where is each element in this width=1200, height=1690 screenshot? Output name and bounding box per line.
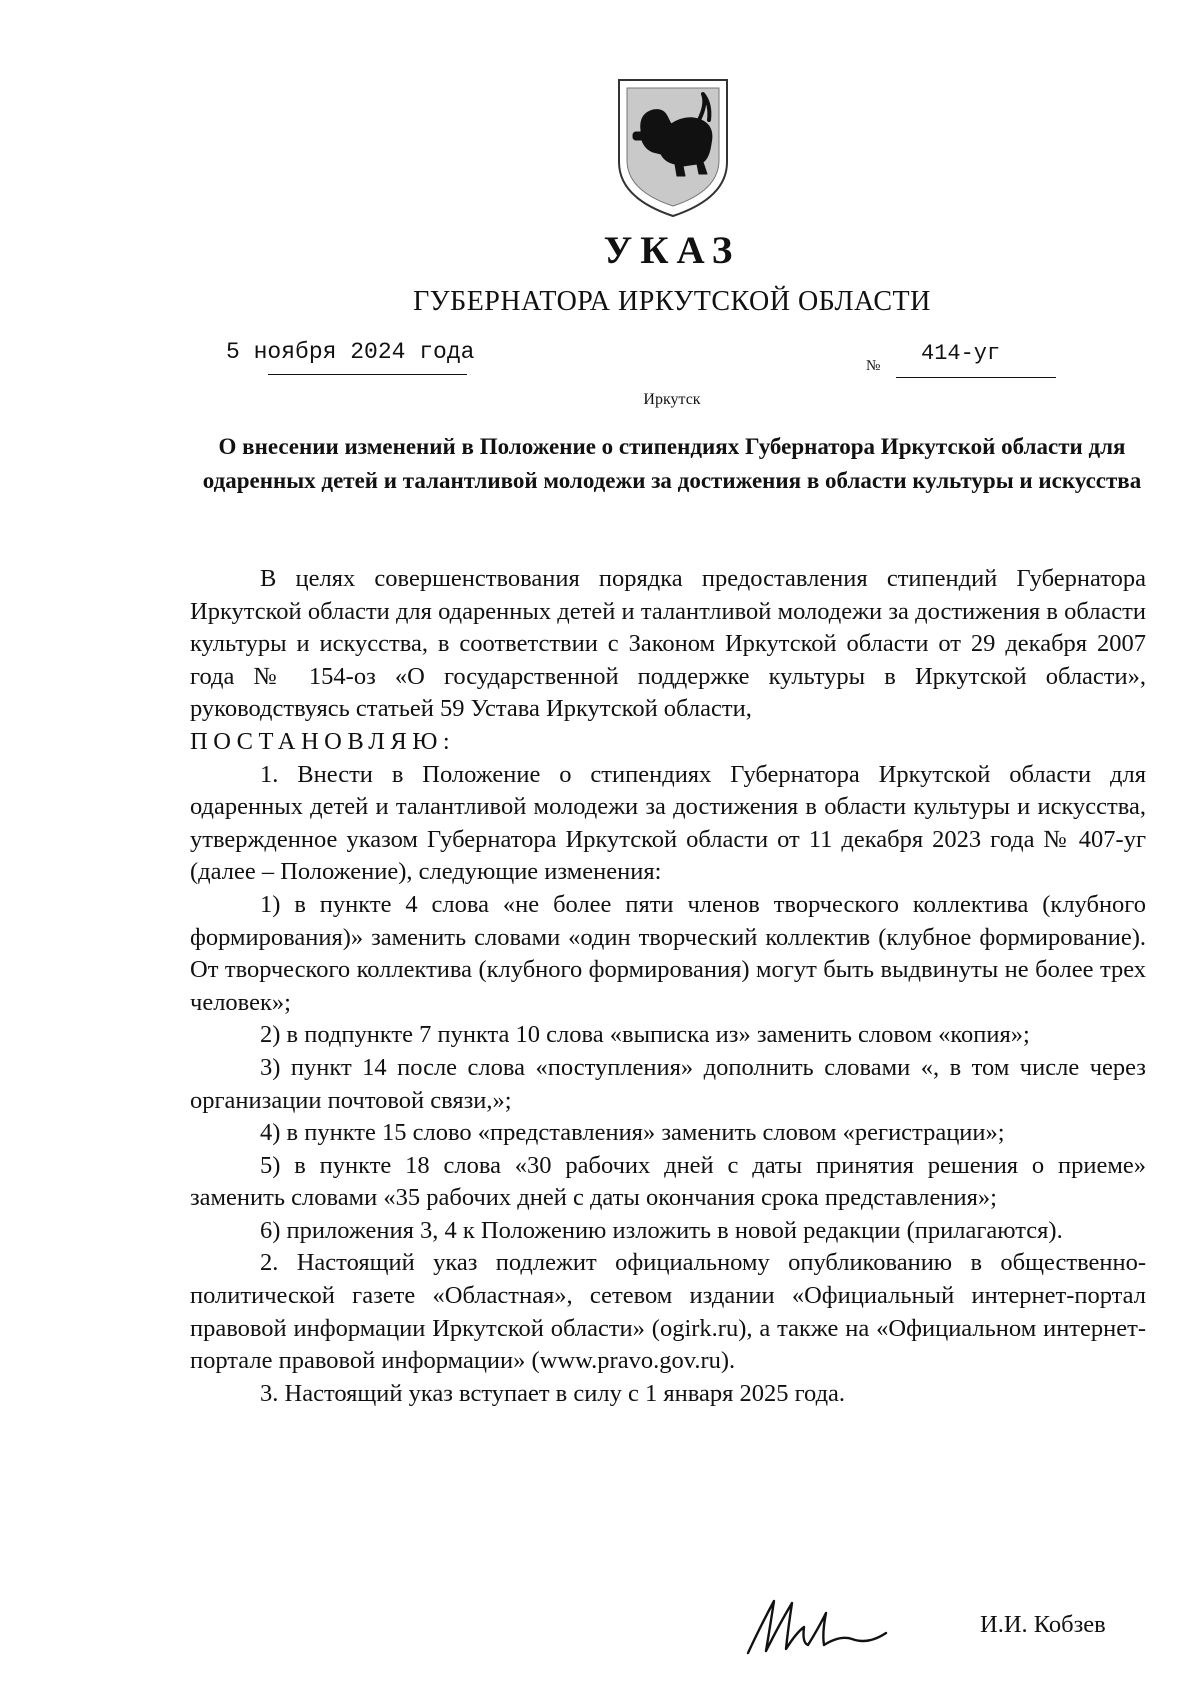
subclause-3: 3) пункт 14 после слова «поступления» дополнить словами «, в том числе через организации почтовой связи,»;	[190, 1053, 1146, 1114]
clause-1: 1. Внести в Положение о стипендиях Губернатора Иркутской области для одаренных детей и талантливой молодежи за достижения в области культуры и искусства, утвержденное указом Губернатора Иркутской области от 11 декабря 2023 года № 407-уг (далее – Положение), следующие изменения:	[190, 760, 1146, 886]
coat-of-arms-emblem	[611, 74, 735, 220]
document-date: 5 ноября 2024 года	[226, 339, 475, 365]
subclause-2: 2) в подпункте 7 пункта 10 слова «выписка из» заменить словом «копия»;	[260, 1021, 1030, 1049]
document-subtitle: ГУБЕРНАТОРА ИРКУТСКОЙ ОБЛАСТИ	[413, 286, 931, 317]
clause-2: 2. Настоящий указ подлежит официальному опубликованию в общественно-политической газете «Областная», сетевом издании «Официальный интернет-портал правовой информации Иркутской области» (ogirk.ru), а также на «Официальном интернет-портале правовой информации» (www.pravo.gov.ru).	[190, 1249, 1146, 1375]
subclause-5: 5) в пункте 18 слова «30 рабочих дней с даты принятия решения о приеме» заменить словами «35 рабочих дней с даты окончания срока представления»;	[190, 1151, 1146, 1212]
document-city: Иркутск	[643, 391, 701, 408]
resolution-word: ПОСТАНОВЛЯЮ:	[190, 727, 456, 755]
number-sign: №	[866, 358, 881, 374]
subclause-4: 4) в пункте 15 слово «представления» заменить словом «регистрации»;	[260, 1119, 1005, 1147]
handwritten-signature	[740, 1593, 890, 1663]
date-underline	[268, 374, 467, 375]
clause-3: 3. Настоящий указ вступает в силу с 1 января 2025 года.	[260, 1379, 846, 1407]
document-number: 414-уг	[921, 341, 1001, 366]
document-body	[190, 563, 1146, 1410]
subclause-6: 6) приложения 3, 4 к Положению изложить в новой редакции (прилагаются).	[260, 1216, 1063, 1244]
document-title: УКАЗ	[603, 229, 741, 272]
number-underline	[896, 377, 1056, 378]
signer-name: И.И. Кобзев	[980, 1611, 1106, 1638]
preamble-paragraph: В целях совершенствования порядка предоставления стипендий Губернатора Иркутской области для одаренных детей и талантливой молодежи за достижения в области культуры и искусства, в соответствии с Законом Иркутской области от 29 декабря 2007 года № 154-оз «О государственной поддержке культуры в Иркутской области», руководствуясь статьей 59 Устава Иркутской области,	[190, 565, 1146, 723]
subclause-1: 1) в пункте 4 слова «не более пяти членов творческого коллектива (клубного формирования)» заменить словами «один творческий коллектив (клубное формирование). От творческого коллектива (клубного формирования) могут быть выдвинуты не более трех человек»;	[190, 890, 1146, 1016]
document-heading: О внесении изменений в Положение о стипендиях Губернатора Иркутской области для одаренных детей и талантливой молодежи за достижения в области культуры и искусства	[202, 434, 1142, 493]
